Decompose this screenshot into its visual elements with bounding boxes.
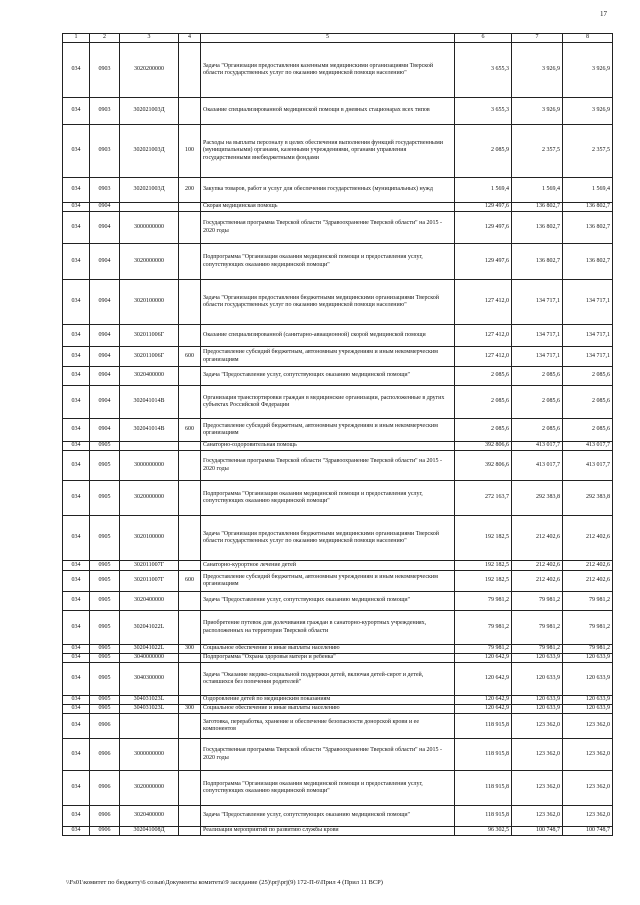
section-code-cell: 0903 xyxy=(90,43,120,98)
amount-cell: 3 926,9 xyxy=(563,43,613,98)
ved-code-cell: 034 xyxy=(63,571,90,592)
description-cell: Задача "Организация предоставления бюджетными медицинскими организациями Тверской области государственных услуг по оказанию медицинской помощи населению" xyxy=(201,516,455,561)
section-code-cell: 0905 xyxy=(90,696,120,705)
section-code-cell: 0904 xyxy=(90,325,120,347)
target-article-cell xyxy=(120,442,179,451)
description-cell: Подпрограмма "Организация оказания медицинской помощи и предоставления услуг, сопутствующих оказанию медицинской помощи" xyxy=(201,771,455,806)
target-article-cell: 3020400000 xyxy=(120,367,179,386)
amount-cell: 212 402,6 xyxy=(512,571,563,592)
section-code-cell: 0904 xyxy=(90,280,120,325)
table-row xyxy=(63,654,613,663)
amount-cell: 120 642,9 xyxy=(455,663,512,696)
amount-cell: 2 085,9 xyxy=(455,125,512,178)
target-article-cell xyxy=(120,203,179,212)
expense-type-cell xyxy=(179,663,201,696)
description-cell: Предоставление субсидий бюджетным, автономным учреждениям и иным некоммерческим организациям xyxy=(201,571,455,592)
amount-cell: 3 655,3 xyxy=(455,98,512,125)
amount-cell: 118 915,8 xyxy=(455,739,512,771)
table-row xyxy=(63,98,613,125)
amount-cell: 212 402,6 xyxy=(563,516,613,561)
amount-cell: 129 497,6 xyxy=(455,244,512,280)
ved-code-cell: 034 xyxy=(63,827,90,836)
amount-cell: 1 569,4 xyxy=(512,178,563,203)
amount-cell: 134 717,1 xyxy=(512,347,563,367)
table-row xyxy=(63,178,613,203)
ved-code-cell: 034 xyxy=(63,561,90,571)
ved-code-cell: 034 xyxy=(63,705,90,714)
expense-type-cell xyxy=(179,280,201,325)
amount-cell: 129 497,6 xyxy=(455,212,512,244)
amount-cell: 2 085,6 xyxy=(455,367,512,386)
table-row xyxy=(63,212,613,244)
target-article-cell xyxy=(120,714,179,739)
description-cell: Задача "Предоставление услуг, сопутствующих оказанию медицинской помощи" xyxy=(201,806,455,827)
section-code-cell: 0906 xyxy=(90,827,120,836)
amount-cell: 118 915,8 xyxy=(455,771,512,806)
ved-code-cell: 034 xyxy=(63,212,90,244)
description-cell: Закупка товаров, работ и услуг для обеспечения государственных (муниципальных) нужд xyxy=(201,178,455,203)
target-article-cell: 3040000000 xyxy=(120,654,179,663)
amount-cell: 192 182,5 xyxy=(455,516,512,561)
file-path-footer: \\Fs01\комитет по бюджету\6 созыв\Документы комитета\9 заседание (25)\prj\prj(9) 172-П-6\Прил 4 (Прил 11 ВСР) xyxy=(66,879,383,886)
section-code-cell: 0906 xyxy=(90,771,120,806)
section-code-cell: 0905 xyxy=(90,571,120,592)
ved-code-cell: 034 xyxy=(63,645,90,654)
expense-type-cell xyxy=(179,244,201,280)
amount-cell: 2 085,6 xyxy=(512,367,563,386)
header-cell: 5 xyxy=(201,34,455,43)
table-row xyxy=(63,771,613,806)
target-article-cell: 3000000000 xyxy=(120,212,179,244)
table-row xyxy=(63,705,613,714)
amount-cell: 136 802,7 xyxy=(512,244,563,280)
amount-cell: 123 362,0 xyxy=(563,806,613,827)
table-row xyxy=(63,739,613,771)
ved-code-cell: 034 xyxy=(63,325,90,347)
amount-cell: 100 748,7 xyxy=(563,827,613,836)
description-cell: Расходы на выплаты персоналу в целях обеспечения выполнения функций государственными (муниципальными) органами, казенными учреждениями, органами управления государственными внебюджетными фондами xyxy=(201,125,455,178)
header-cell: 8 xyxy=(563,34,613,43)
section-code-cell: 0905 xyxy=(90,705,120,714)
target-article-cell: 302021003Д xyxy=(120,178,179,203)
target-article-cell: 3020200000 xyxy=(120,43,179,98)
description-cell: Подпрограмма "Организация оказания медицинской помощи и предоставления услуг, сопутствующих оказанию медицинской помощи" xyxy=(201,244,455,280)
description-cell: Социальное обеспечение и иные выплаты населению xyxy=(201,705,455,714)
description-cell: Санаторно-курортное лечение детей xyxy=(201,561,455,571)
amount-cell: 1 569,4 xyxy=(455,178,512,203)
description-cell: Задача "Предоставление услуг, сопутствующих оказанию медицинской помощи" xyxy=(201,367,455,386)
description-cell: Заготовка, переработка, хранение и обеспечение безопасности донорской крови и ее компонентов xyxy=(201,714,455,739)
target-article-cell: 302011006Г xyxy=(120,347,179,367)
description-cell: Государственная программа Тверской области "Здравоохранение Тверской области" на 2015 - 2020 годы xyxy=(201,212,455,244)
header-cell: 4 xyxy=(179,34,201,43)
section-code-cell: 0906 xyxy=(90,714,120,739)
expense-type-cell: 600 xyxy=(179,347,201,367)
ved-code-cell: 034 xyxy=(63,244,90,280)
table-row xyxy=(63,663,613,696)
description-cell: Задача "Оказание медико-социальной поддержки детей, включая детей-сирот и детей, оставшихся без попечения родителей" xyxy=(201,663,455,696)
expense-type-cell xyxy=(179,98,201,125)
ved-code-cell: 034 xyxy=(63,611,90,645)
description-cell: Государственная программа Тверской области "Здравоохранение Тверской области" на 2015 - 2020 годы xyxy=(201,451,455,481)
ved-code-cell: 034 xyxy=(63,347,90,367)
expense-type-cell: 600 xyxy=(179,419,201,442)
amount-cell: 79 981,2 xyxy=(563,611,613,645)
amount-cell: 292 383,8 xyxy=(563,481,613,516)
amount-cell: 136 802,7 xyxy=(563,244,613,280)
amount-cell: 123 362,0 xyxy=(512,714,563,739)
table-row xyxy=(63,386,613,419)
target-article-cell: 3020000000 xyxy=(120,244,179,280)
ved-code-cell: 034 xyxy=(63,654,90,663)
amount-cell: 136 802,7 xyxy=(563,212,613,244)
amount-cell: 2 357,5 xyxy=(563,125,613,178)
ved-code-cell: 034 xyxy=(63,696,90,705)
table-row xyxy=(63,611,613,645)
table-row xyxy=(63,244,613,280)
target-article-cell: 3020400000 xyxy=(120,806,179,827)
amount-cell: 2 085,6 xyxy=(563,419,613,442)
amount-cell: 120 633,9 xyxy=(563,705,613,714)
section-code-cell: 0904 xyxy=(90,244,120,280)
amount-cell: 212 402,6 xyxy=(512,561,563,571)
description-cell: Предоставление субсидий бюджетным, автономным учреждениям и иным некоммерческим организациям xyxy=(201,419,455,442)
target-article-cell: 302041014В xyxy=(120,419,179,442)
amount-cell: 212 402,6 xyxy=(563,571,613,592)
section-code-cell: 0903 xyxy=(90,178,120,203)
expense-type-cell: 100 xyxy=(179,125,201,178)
target-article-cell: 302041022L xyxy=(120,611,179,645)
expense-type-cell xyxy=(179,451,201,481)
expense-type-cell xyxy=(179,516,201,561)
expense-type-cell: 300 xyxy=(179,705,201,714)
amount-cell: 192 182,5 xyxy=(455,561,512,571)
amount-cell: 100 748,7 xyxy=(512,827,563,836)
description-cell: Скорая медицинская помощь xyxy=(201,203,455,212)
amount-cell: 2 085,6 xyxy=(455,386,512,419)
table-row xyxy=(63,442,613,451)
amount-cell: 123 362,0 xyxy=(563,714,613,739)
amount-cell: 2 357,5 xyxy=(512,125,563,178)
target-article-cell: 3000000000 xyxy=(120,739,179,771)
amount-cell: 413 017,7 xyxy=(512,442,563,451)
amount-cell: 1 569,4 xyxy=(563,178,613,203)
amount-cell: 120 633,9 xyxy=(563,696,613,705)
section-code-cell: 0906 xyxy=(90,806,120,827)
table-row xyxy=(63,367,613,386)
expense-type-cell xyxy=(179,212,201,244)
table-row xyxy=(63,806,613,827)
amount-cell: 134 717,1 xyxy=(563,347,613,367)
amount-cell: 96 302,5 xyxy=(455,827,512,836)
target-article-cell: 302041022L xyxy=(120,645,179,654)
table-row xyxy=(63,561,613,571)
section-code-cell: 0905 xyxy=(90,481,120,516)
amount-cell: 120 633,9 xyxy=(512,663,563,696)
section-code-cell: 0904 xyxy=(90,212,120,244)
table-row xyxy=(63,481,613,516)
expense-type-cell xyxy=(179,771,201,806)
target-article-cell: 3020100000 xyxy=(120,516,179,561)
amount-cell: 212 402,6 xyxy=(512,516,563,561)
description-cell: Оздоровление детей по медицинским показаниям xyxy=(201,696,455,705)
amount-cell: 134 717,1 xyxy=(563,325,613,347)
table-row xyxy=(63,203,613,212)
header-row xyxy=(63,34,613,43)
amount-cell: 136 802,7 xyxy=(512,203,563,212)
description-cell: Государственная программа Тверской области "Здравоохранение Тверской области" на 2015 - 2020 годы xyxy=(201,739,455,771)
amount-cell: 413 017,7 xyxy=(563,451,613,481)
amount-cell: 292 383,8 xyxy=(512,481,563,516)
description-cell: Оказание специализированной медицинской помощи в дневных стационарах всех типов xyxy=(201,98,455,125)
ved-code-cell: 034 xyxy=(63,806,90,827)
section-code-cell: 0905 xyxy=(90,442,120,451)
amount-cell: 120 633,9 xyxy=(563,654,613,663)
amount-cell: 79 981,2 xyxy=(512,645,563,654)
amount-cell: 136 802,7 xyxy=(563,203,613,212)
budget-table xyxy=(62,33,613,836)
description-cell: Реализация мероприятий по развитию службы крови xyxy=(201,827,455,836)
expense-type-cell xyxy=(179,714,201,739)
section-code-cell: 0905 xyxy=(90,592,120,611)
target-article-cell: 3020000000 xyxy=(120,481,179,516)
target-article-cell: 304031023L xyxy=(120,705,179,714)
amount-cell: 413 017,7 xyxy=(512,451,563,481)
expense-type-cell xyxy=(179,696,201,705)
table-row xyxy=(63,714,613,739)
ved-code-cell: 034 xyxy=(63,442,90,451)
expense-type-cell xyxy=(179,325,201,347)
table-row xyxy=(63,125,613,178)
table-row xyxy=(63,325,613,347)
amount-cell: 2 085,6 xyxy=(563,386,613,419)
expense-type-cell: 600 xyxy=(179,571,201,592)
amount-cell: 134 717,1 xyxy=(512,280,563,325)
amount-cell: 212 402,6 xyxy=(563,561,613,571)
section-code-cell: 0904 xyxy=(90,367,120,386)
target-article-cell: 302021003Д xyxy=(120,125,179,178)
table-row xyxy=(63,645,613,654)
ved-code-cell: 034 xyxy=(63,43,90,98)
amount-cell: 2 085,6 xyxy=(563,367,613,386)
expense-type-cell: 200 xyxy=(179,178,201,203)
amount-cell: 192 182,5 xyxy=(455,571,512,592)
ved-code-cell: 034 xyxy=(63,386,90,419)
amount-cell: 120 633,9 xyxy=(512,705,563,714)
table-row xyxy=(63,516,613,561)
description-cell: Приобретение путевок для долечивания граждан в санаторно-курортных учреждениях, расположенных на территории Тверской области xyxy=(201,611,455,645)
target-article-cell: 302011007Г xyxy=(120,571,179,592)
expense-type-cell xyxy=(179,203,201,212)
ved-code-cell: 034 xyxy=(63,203,90,212)
target-article-cell: 3020000000 xyxy=(120,771,179,806)
description-cell: Оказание специализированной (санитарно-авиационной) скорой медицинской помощи xyxy=(201,325,455,347)
expense-type-cell xyxy=(179,43,201,98)
amount-cell: 2 085,6 xyxy=(512,386,563,419)
amount-cell: 3 926,9 xyxy=(512,43,563,98)
amount-cell: 134 717,1 xyxy=(512,325,563,347)
description-cell: Санаторно-оздоровительная помощь xyxy=(201,442,455,451)
ved-code-cell: 034 xyxy=(63,367,90,386)
amount-cell: 134 717,1 xyxy=(563,280,613,325)
table-row xyxy=(63,43,613,98)
amount-cell: 2 085,6 xyxy=(455,419,512,442)
target-article-cell: 302021003Д xyxy=(120,98,179,125)
ved-code-cell: 034 xyxy=(63,516,90,561)
amount-cell: 3 655,3 xyxy=(455,43,512,98)
description-cell: Подпрограмма "Охрана здоровья матери и ребенка" xyxy=(201,654,455,663)
amount-cell: 123 362,0 xyxy=(563,739,613,771)
description-cell: Задача "Организация предоставления бюджетными медицинскими организациями Тверской области государственных услуг по оказанию медицинской помощи населению" xyxy=(201,280,455,325)
target-article-cell: 304031023L xyxy=(120,696,179,705)
description-cell: Подпрограмма "Организация оказания медицинской помощи и предоставления услуг, сопутствующих оказанию медицинской помощи" xyxy=(201,481,455,516)
table-row xyxy=(63,696,613,705)
expense-type-cell xyxy=(179,654,201,663)
target-article-cell: 302041014В xyxy=(120,386,179,419)
amount-cell: 129 497,6 xyxy=(455,203,512,212)
table-row xyxy=(63,280,613,325)
amount-cell: 413 017,7 xyxy=(563,442,613,451)
amount-cell: 118 915,8 xyxy=(455,714,512,739)
header-cell: 7 xyxy=(512,34,563,43)
section-code-cell: 0905 xyxy=(90,645,120,654)
section-code-cell: 0904 xyxy=(90,347,120,367)
amount-cell: 123 362,0 xyxy=(512,739,563,771)
expense-type-cell xyxy=(179,592,201,611)
ved-code-cell: 034 xyxy=(63,178,90,203)
amount-cell: 79 981,2 xyxy=(563,645,613,654)
amount-cell: 2 085,6 xyxy=(512,419,563,442)
amount-cell: 123 362,0 xyxy=(512,806,563,827)
target-article-cell: 3040300000 xyxy=(120,663,179,696)
target-article-cell: 302011007Г xyxy=(120,561,179,571)
amount-cell: 392 806,6 xyxy=(455,451,512,481)
description-cell: Социальное обеспечение и иные выплаты населению xyxy=(201,645,455,654)
section-code-cell: 0904 xyxy=(90,203,120,212)
table-row xyxy=(63,592,613,611)
amount-cell: 120 642,9 xyxy=(455,705,512,714)
ved-code-cell: 034 xyxy=(63,771,90,806)
ved-code-cell: 034 xyxy=(63,481,90,516)
amount-cell: 123 362,0 xyxy=(512,771,563,806)
section-code-cell: 0903 xyxy=(90,125,120,178)
target-article-cell: 3000000000 xyxy=(120,451,179,481)
amount-cell: 120 642,9 xyxy=(455,696,512,705)
amount-cell: 79 981,2 xyxy=(455,611,512,645)
amount-cell: 79 981,2 xyxy=(512,592,563,611)
amount-cell: 392 806,6 xyxy=(455,442,512,451)
expense-type-cell xyxy=(179,386,201,419)
table-row xyxy=(63,571,613,592)
amount-cell: 3 926,9 xyxy=(512,98,563,125)
amount-cell: 136 802,7 xyxy=(512,212,563,244)
expense-type-cell: 300 xyxy=(179,645,201,654)
amount-cell: 79 981,2 xyxy=(455,645,512,654)
amount-cell: 272 163,7 xyxy=(455,481,512,516)
expense-type-cell xyxy=(179,442,201,451)
ved-code-cell: 034 xyxy=(63,739,90,771)
amount-cell: 127 412,0 xyxy=(455,325,512,347)
ved-code-cell: 034 xyxy=(63,451,90,481)
amount-cell: 127 412,0 xyxy=(455,347,512,367)
expense-type-cell xyxy=(179,481,201,516)
amount-cell: 120 633,9 xyxy=(512,696,563,705)
header-cell: 3 xyxy=(120,34,179,43)
section-code-cell: 0905 xyxy=(90,654,120,663)
amount-cell: 123 362,0 xyxy=(563,771,613,806)
ved-code-cell: 034 xyxy=(63,419,90,442)
ved-code-cell: 034 xyxy=(63,592,90,611)
amount-cell: 120 633,9 xyxy=(563,663,613,696)
description-cell: Задача "Организация предоставления казенными медицинскими организациями Тверской области государственных услуг по оказанию медицинской помощи населению" xyxy=(201,43,455,98)
section-code-cell: 0905 xyxy=(90,611,120,645)
table-row xyxy=(63,419,613,442)
header-cell: 1 xyxy=(63,34,90,43)
amount-cell: 118 915,8 xyxy=(455,806,512,827)
target-article-cell: 3020400000 xyxy=(120,592,179,611)
description-cell: Задача "Предоставление услуг, сопутствующих оказанию медицинской помощи" xyxy=(201,592,455,611)
section-code-cell: 0903 xyxy=(90,98,120,125)
amount-cell: 127 412,0 xyxy=(455,280,512,325)
section-code-cell: 0906 xyxy=(90,739,120,771)
ved-code-cell: 034 xyxy=(63,125,90,178)
section-code-cell: 0904 xyxy=(90,419,120,442)
target-article-cell: 302041008Д xyxy=(120,827,179,836)
amount-cell: 120 642,9 xyxy=(455,654,512,663)
table-row xyxy=(63,347,613,367)
section-code-cell: 0905 xyxy=(90,516,120,561)
section-code-cell: 0904 xyxy=(90,386,120,419)
table-row xyxy=(63,827,613,836)
ved-code-cell: 034 xyxy=(63,714,90,739)
target-article-cell: 302011006Г xyxy=(120,325,179,347)
expense-type-cell xyxy=(179,561,201,571)
expense-type-cell xyxy=(179,806,201,827)
amount-cell: 3 926,9 xyxy=(563,98,613,125)
expense-type-cell xyxy=(179,739,201,771)
ved-code-cell: 034 xyxy=(63,280,90,325)
amount-cell: 79 981,2 xyxy=(512,611,563,645)
expense-type-cell xyxy=(179,367,201,386)
amount-cell: 120 633,9 xyxy=(512,654,563,663)
ved-code-cell: 034 xyxy=(63,663,90,696)
description-cell: Организация транспортировки граждан в медицинские организации, расположенные в других субъектах Российской Федерации xyxy=(201,386,455,419)
header-cell: 2 xyxy=(90,34,120,43)
amount-cell: 79 981,2 xyxy=(563,592,613,611)
expense-type-cell xyxy=(179,827,201,836)
section-code-cell: 0905 xyxy=(90,451,120,481)
section-code-cell: 0905 xyxy=(90,561,120,571)
expense-type-cell xyxy=(179,611,201,645)
target-article-cell: 3020100000 xyxy=(120,280,179,325)
ved-code-cell: 034 xyxy=(63,98,90,125)
amount-cell: 79 981,2 xyxy=(455,592,512,611)
page-number: 17 xyxy=(600,10,607,18)
section-code-cell: 0905 xyxy=(90,663,120,696)
description-cell: Предоставление субсидий бюджетным, автономным учреждениям и иным некоммерческим организациям xyxy=(201,347,455,367)
table-row xyxy=(63,451,613,481)
header-cell: 6 xyxy=(455,34,512,43)
